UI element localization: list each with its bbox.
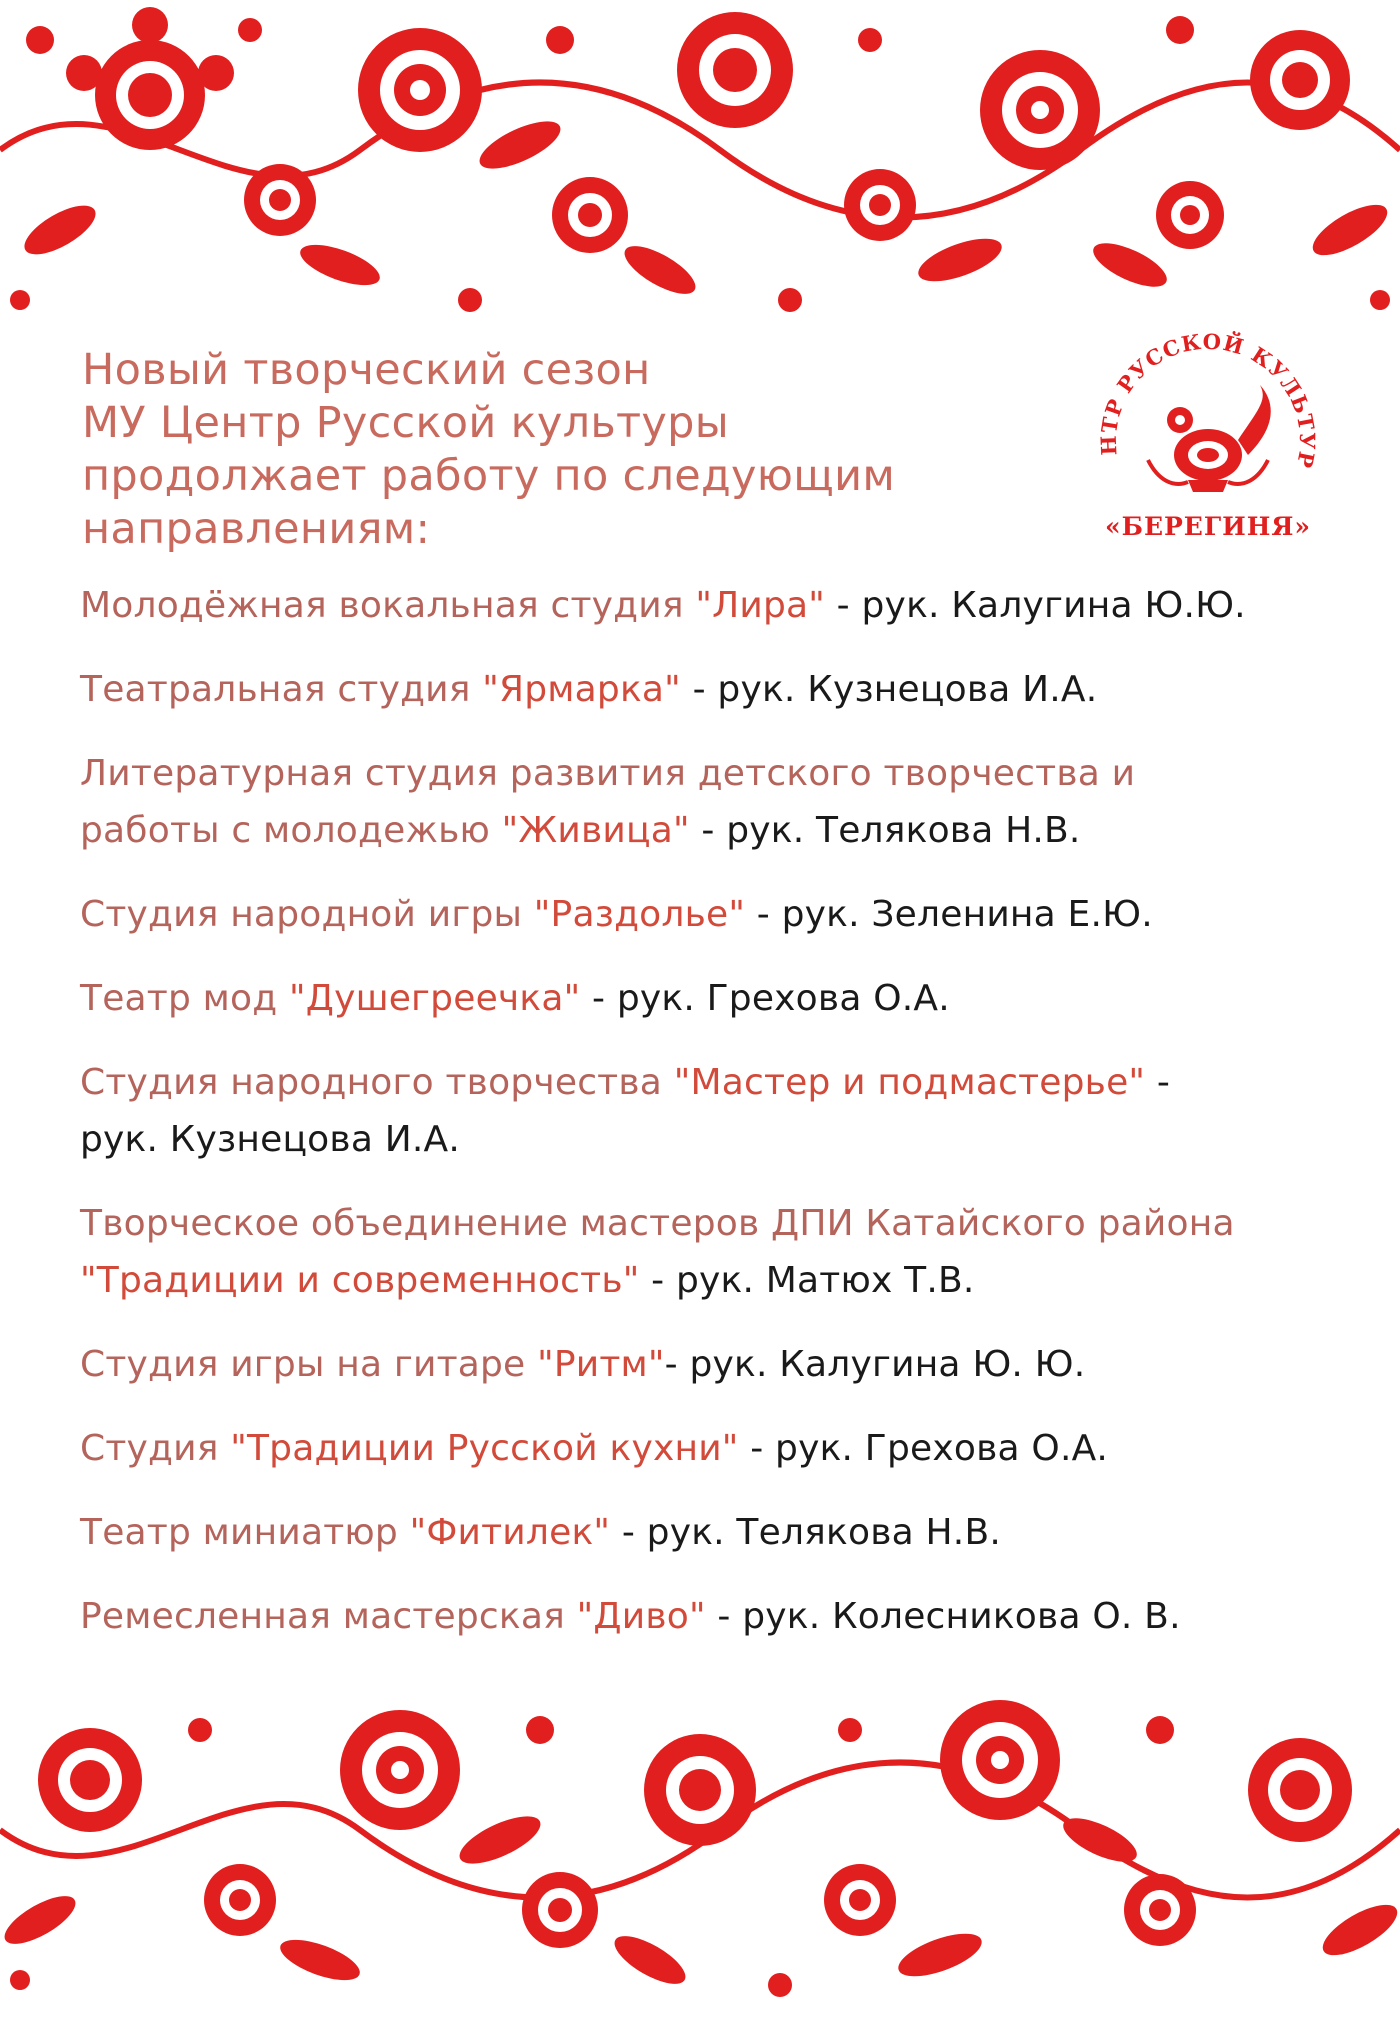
studio-leader: - рук. Калугина Ю.Ю. (825, 585, 1246, 626)
list-item (80, 1336, 1370, 1393)
studio-leader-cont: рук. Кузнецова И.А. (80, 1119, 460, 1160)
list-item (80, 886, 1370, 943)
studio-leader: - рук. Телякова Н.В. (689, 810, 1081, 851)
studio-title: "Ярмарка" (482, 669, 681, 710)
studio-name: Театр мод (80, 978, 289, 1019)
studio-name: Студия игры на гитаре (80, 1344, 538, 1385)
top-floral-border (0, 0, 1400, 330)
intro-heading (82, 344, 1062, 556)
studio-title: "Ритм" (537, 1344, 665, 1385)
bottom-floral-border (0, 1700, 1400, 2030)
studio-name: Студия народной игры (80, 894, 534, 935)
studio-leader: - рук. Кузнецова И.А. (680, 669, 1098, 710)
studio-title: "Диво" (576, 1596, 706, 1637)
studio-name: Студия народного творчества (80, 1062, 674, 1103)
studio-title: "Традиции Русской кухни" (230, 1428, 739, 1469)
studio-leader: - рук. Грехова О.А. (738, 1428, 1109, 1469)
list-item (80, 1588, 1370, 1645)
firebird-icon (1148, 385, 1271, 492)
floral-ornament-icon (0, 1700, 1400, 2000)
studio-name: Студия (80, 1428, 231, 1469)
logo-arc-text: НТР РУССКОЙ КУЛЬТУР (1095, 330, 1321, 471)
list-item (80, 1054, 1370, 1168)
studio-name: Творческое объединение мастеров ДПИ Катайского района (80, 1203, 1235, 1244)
list-item (80, 1504, 1370, 1561)
studio-leader: - рук. Зеленина Е.Ю. (745, 894, 1153, 935)
studio-list (80, 577, 1370, 1672)
studio-name: Молодёжная вокальная студия (80, 585, 696, 626)
studio-leader: - рук. Грехова О.А. (580, 978, 950, 1019)
studio-name: Театральная студия (80, 669, 483, 710)
list-item (80, 577, 1370, 634)
studio-name-cont: работы с молодежью (80, 810, 502, 851)
studio-title: "Раздолье" (533, 894, 746, 935)
logo-name: «БЕРЕГИНЯ» (1104, 512, 1312, 541)
studio-title: "Традиции и современность" (80, 1260, 640, 1301)
studio-leader: - рук. Телякова Н.В. (610, 1512, 1001, 1553)
studio-leader: - рук. Калугина Ю. Ю. (664, 1344, 1086, 1385)
studio-name: Литературная студия развития детского творчества и (80, 753, 1136, 794)
studio-leader: - рук. Колесникова О. В. (705, 1596, 1181, 1637)
bereginya-logo (1088, 330, 1328, 550)
heading-line: направлениям: (82, 504, 431, 554)
floral-ornament-icon (0, 0, 1400, 330)
studio-name: Ремесленная мастерская (80, 1596, 577, 1637)
studio-name: Театр миниатюр (80, 1512, 410, 1553)
studio-leader: - рук. Матюх Т.В. (639, 1260, 975, 1301)
list-item (80, 1195, 1370, 1309)
list-item (80, 661, 1370, 718)
heading-line: МУ Центр Русской культуры (82, 398, 729, 448)
studio-leader: - (1145, 1062, 1171, 1103)
studio-title: "Фитилек" (409, 1512, 611, 1553)
list-item (80, 745, 1370, 859)
list-item (80, 1420, 1370, 1477)
list-item (80, 970, 1370, 1027)
studio-title: "Лира" (695, 585, 826, 626)
studio-title: "Душегреечка" (288, 978, 581, 1019)
studio-title: "Живица" (501, 810, 690, 851)
heading-line: Новый творческий сезон (82, 345, 651, 395)
heading-line: продолжает работу по следующим (82, 451, 896, 501)
studio-title: "Мастер и подмастерье" (673, 1062, 1146, 1103)
